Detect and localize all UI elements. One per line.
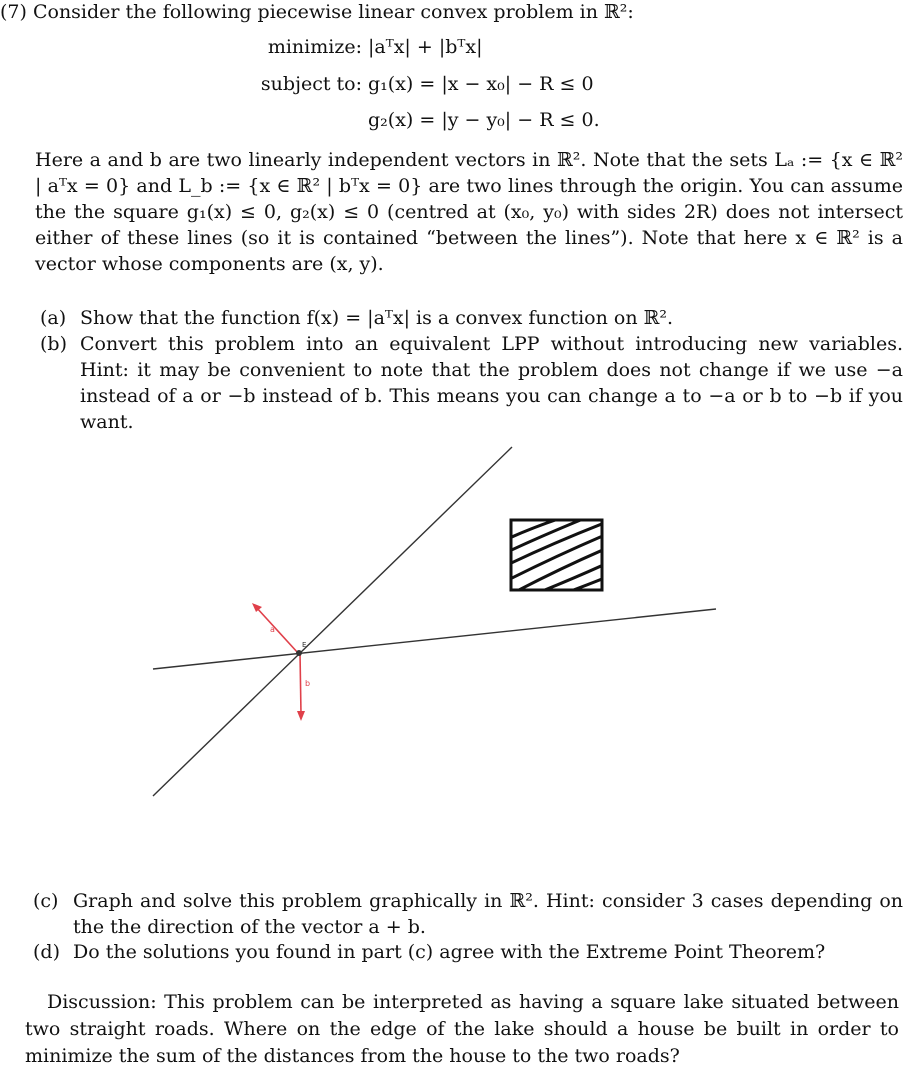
part-c-mark: (c) — [33, 890, 59, 912]
constraint-label: subject to: — [260, 73, 362, 95]
part-b — [40, 331, 903, 433]
part-d — [33, 939, 903, 965]
line-la — [153, 447, 512, 796]
part-d-text: Do the solutions you found in part (c) agree with the Extreme Point Theorem? — [73, 941, 826, 963]
vector-b-label: b — [305, 679, 311, 688]
constraint-2: g₂(x) = |y − y₀| − R ≤ 0. — [368, 109, 600, 131]
part-b-mark: (b) — [40, 333, 67, 355]
vector-a-label: a — [270, 625, 275, 634]
vector-a — [256, 607, 298, 653]
problem-intro: Consider the following piecewise linear convex problem in ℝ²: — [32, 1, 634, 23]
constraint-1: g₁(x) = |x − x₀| − R ≤ 0 — [368, 73, 594, 95]
vector-a-arrowhead — [252, 603, 262, 612]
part-b-text: Convert this problem into an equivalent LPP without introducing new variables. Hint: it may be convenient to note that the problem does not change if we use −a instead of a or −b instead of b. This means you can change a to −a or b to −b if you want. — [80, 333, 903, 433]
problem-intro-line — [0, 0, 634, 25]
vector-b — [300, 653, 301, 714]
origin-label: E — [302, 641, 307, 649]
lines-and-lake-figure — [150, 440, 730, 810]
description-paragraph: Here a and b are two linearly independent vectors in ℝ². Note that the sets Lₐ := {x ∈ ℝ² | aᵀx = 0} and L_b := {x ∈ ℝ² | bᵀx = 0} are two lines through the origin. You can assume the the square g₁(x) ≤ 0, g₂(x) ≤ 0 (centred at (x₀, y₀) with sides 2R) does not intersect either of these lines (so it is contained “between the lines”). Note that here x ∈ ℝ² is a vector whose components are (x, y). — [35, 149, 903, 275]
part-c-text: Graph and solve this problem graphically in ℝ². Hint: consider 3 cases depending on the the direction of the vector a + b. — [73, 890, 903, 938]
part-a — [40, 305, 903, 331]
origin-point — [296, 650, 302, 656]
part-a-text: Show that the function f(x) = |aᵀx| is a convex function on ℝ². — [80, 307, 674, 329]
vector-b-arrowhead — [297, 711, 305, 721]
part-c — [33, 888, 903, 940]
objective-label: minimize: — [267, 36, 362, 58]
discussion-paragraph: Discussion: This problem can be interpreted as having a square lake situated between two straight roads. Where on the edge of the lake should a house be built in order to minimize the sum of the distances from the house to the two roads? — [25, 991, 899, 1067]
objective: |aᵀx| + |bᵀx| — [368, 36, 483, 58]
part-d-mark: (d) — [33, 941, 60, 963]
line-lb — [153, 609, 716, 669]
problem-number: (7) — [0, 1, 27, 23]
part-a-mark: (a) — [40, 307, 67, 329]
